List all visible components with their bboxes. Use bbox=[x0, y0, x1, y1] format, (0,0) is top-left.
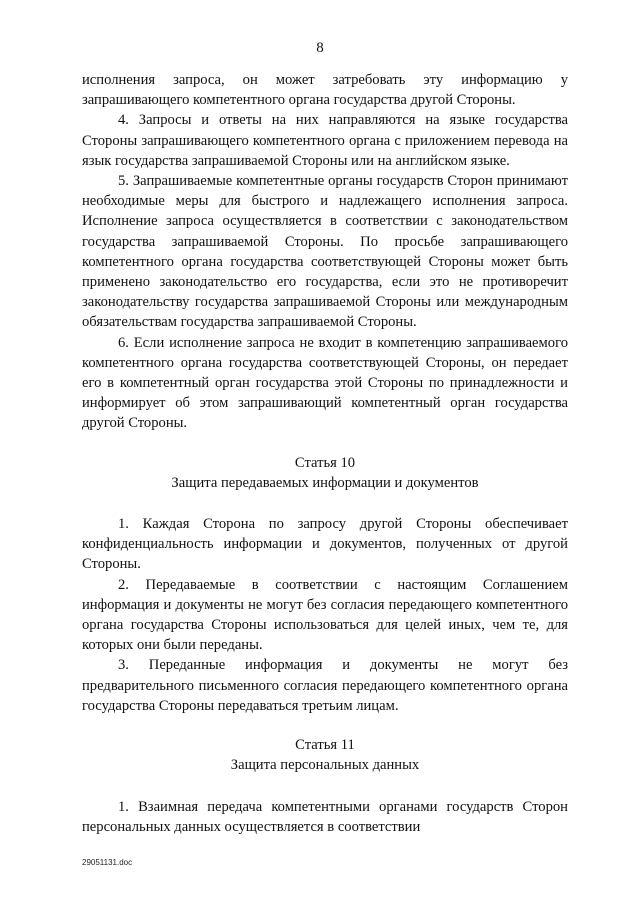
paragraph-continuation: исполнения запроса, он может затребовать эту информацию у запрашивающего компетентного органа государства другой Стороны. bbox=[82, 72, 568, 109]
article-10-title: Защита передаваемых информации и документов bbox=[171, 474, 479, 491]
spacer bbox=[82, 434, 568, 453]
article-11-item-1: 1. Взаимная передача компетентными органами государств Сторон персональных данных осуществляется в соответствии bbox=[82, 798, 568, 835]
document-body bbox=[82, 70, 568, 837]
article-11-number: Статья 11 bbox=[295, 737, 355, 754]
footer-file-code: 29051131.doc bbox=[82, 858, 133, 867]
spacer bbox=[82, 493, 568, 514]
spacer bbox=[82, 776, 568, 797]
article-10-item-3: 3. Переданные информация и документы не могут без предварительного письменного согласия передающего компетентного органа государства Стороны передаваться третьим лицам. bbox=[82, 657, 568, 714]
paragraph-item-5: 5. Запрашиваемые компетентные органы государств Сторон принимают необходимые меры для быстрого и надлежащего исполнения запроса. Исполнение запроса осуществляется в соответствии с законодательством государства запрашиваемой Стороны. По просьбе запрашивающего компетентного органа государства соответствующей Стороны может быть применено законодательство его государства, если это не противоречит законодательству государства запрашиваемой Стороны или международным обязательствам государства запрашиваемой Стороны. bbox=[82, 173, 568, 331]
article-11-title: Защита персональных данных bbox=[230, 757, 420, 774]
paragraph-item-6: 6. Если исполнение запроса не входит в компетенцию запрашиваемого компетентного органа государства соответствующей Стороны, он передает его в компетентный орган государства этой Стороны по принадлежности и информирует об этом запрашивающий компетентный орган государства другой Стороны. bbox=[82, 334, 568, 432]
article-10-item-2: 2. Передаваемые в соответствии с настоящим Соглашением информация и документы не могут без согласия передающего компетентного органа государства Стороны использоваться для целей иных, чем те, для которых они были переданы. bbox=[82, 576, 568, 654]
article-10-item-1: 1. Каждая Сторона по запросу другой Стороны обеспечивает конфиденциальность информации и документов, полученных от другой Стороны. bbox=[82, 516, 568, 573]
article-10-number: Статья 10 bbox=[294, 454, 356, 471]
paragraph-item-4: 4. Запросы и ответы на них направляются на языке государства Стороны запрашивающего компетентного органа с приложением перевода на язык государства запрашиваемой Стороны или на английском языке. bbox=[82, 112, 568, 169]
page-number: 8 bbox=[316, 40, 324, 56]
spacer bbox=[82, 716, 568, 735]
